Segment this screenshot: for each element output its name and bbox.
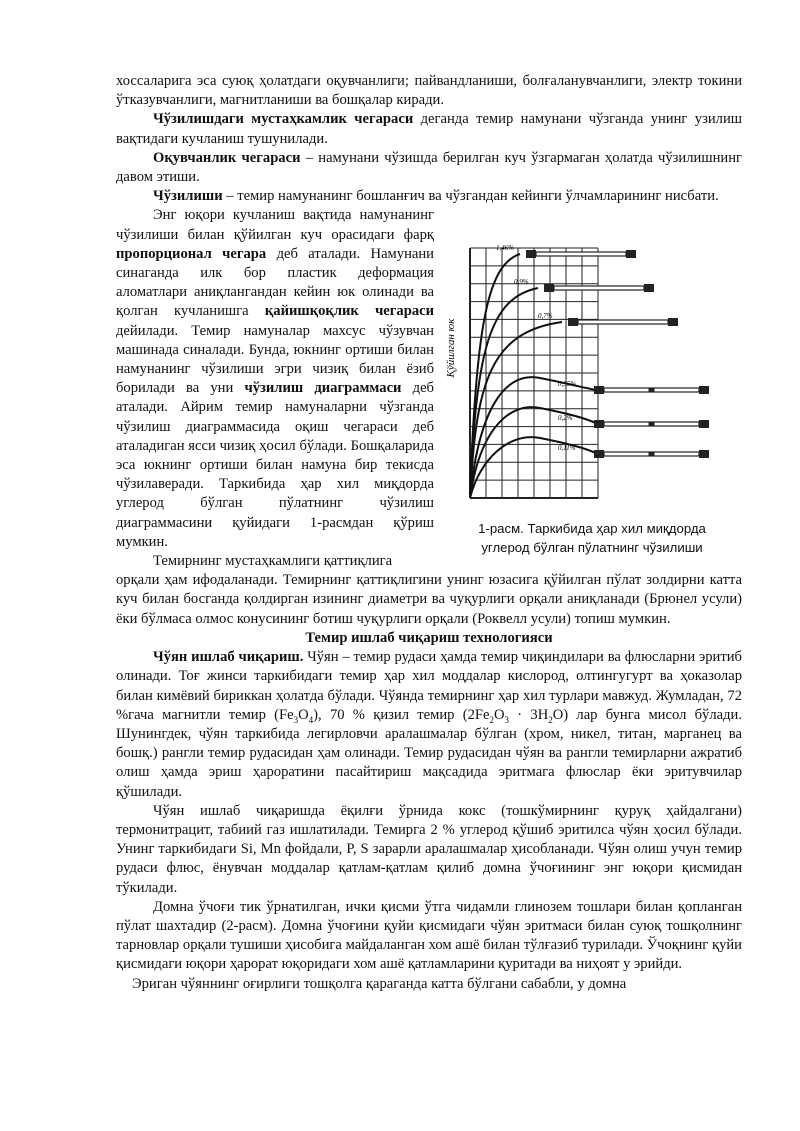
specimen-icon	[526, 250, 636, 258]
term-cast-iron-production: Чўян ишлаб чиқариш.	[153, 649, 304, 666]
paragraph-tensile-strength	[116, 110, 742, 148]
paragraph-fuel: Чўян ишлаб чиқаришда ёқилғи ўрнида кокс (тошкўмирнинг қуруқ ҳайдалгани) термонитрацит, табиий газ ишлатилади. Темирга 2 % углерод қўшиб эритилса чўян ҳосил бўлади. Унинг таркибидаги Si, Mn фойдали, P, S зарарли аралашмалар ҳисобланади. Чўян олиш учун темир рудаси флюс, ёнувчан моддалар қатлам-қатлам қилиб домна ўчоғининг энг юқори қисмидан тўкилади.	[116, 802, 742, 896]
section-heading: Темир ишлаб чиқариш технологияси	[305, 629, 553, 646]
specimen-icon	[544, 284, 654, 292]
document-page	[116, 72, 742, 994]
paragraph-cast-iron: Чўян ишлаб чиқариш. Чўян – темир рудаси ҳамда темир чиқиндилари ва флюсларни эритиб олинади. Тоғ жинси таркибидаги темир ҳар хил моддалар кислород, олтингугурт ва ҳоказолар билан кимёвий бириккан ҳолатда бўлади. Чўянда темирнинг ҳар хил турлари мавжуд. Жумладан, 72 %гача магнитли темир $(Fe_3O_4)$, 70 % қизил темир $(2Fe_2O_3 \cdot 3H_2O)$ лар бунга мисол бўлади. Шунингдек, чўян таркибида легирловчи аралашмалар бўлган (хром, никел, титан, марганец ва бошқ.) рангли темир рудасидан ҳам олинади. Темир рудасидан чўян ва рангли темирларни ажратиб олиш ҳамда эриш ҳароратини пасайтириш мақсадида эритмага флюслар ёки эритувчилар қўшилади.	[116, 649, 742, 800]
term-elastic-limit: қайишқоқлик чегараси	[264, 303, 434, 320]
specimen-icon	[594, 450, 709, 458]
percent-label: 0,9%	[514, 278, 529, 287]
paragraph-hardness: орқали ҳам ифодаланади. Темирнинг қаттиқлигини унинг юзасига қўйилган пўлат золдирни катта куч билан босганда қолдирган изининг диаметри ва чуқурлиги орқали аниқланади (Брюнел усули) ёки бўлмаса олмос конусининг ботиш чуқурлиги орқали (Роквелл усули) топиш мумкин.	[116, 572, 742, 627]
left-column-text	[116, 206, 434, 571]
specimen-icon	[594, 386, 709, 394]
paragraph-elongation	[116, 187, 742, 206]
caption-line-1: 1-расм. Таркибида ҳар хил миқдорда	[478, 520, 706, 536]
percent-label: 0,35%	[558, 380, 577, 389]
percent-label: 1,46%	[496, 244, 515, 253]
term-proportional-limit: пропорционал чегара	[116, 245, 267, 262]
paragraph-yield-limit	[116, 149, 742, 187]
paragraph-blast-furnace: Домна ўчоғи тик ўрнатилган, ички қисми ўтга чидамли глинозем тошлари билан қопланган пўлат шахтадир (2-расм). Домна ўчоғини қуйи қисмидаги чўян эритмаси билан суюқ тошқолнинг тарновлар орқали тушиши ҳисобига майдаланган хом ашё билан тўлғазиб турилади. Ўчоқнинг қуйи қисмидаги юқори ҳарорат юқоридаги хом ашё қатламларини қуритади ва ниҳоят у эрийди.	[116, 898, 742, 973]
percent-label: 0,2%	[558, 414, 573, 423]
term-yield-limit: Оқувчанлик чегараси	[153, 149, 301, 166]
definition-text: – темир намунанинг бошланғич ва чўзгандан кейинги ўлчамларининг нисбати.	[222, 188, 719, 205]
figure-caption	[442, 519, 742, 557]
paragraph-molten-iron: Эриган чўяннинг оғирлиги тошқолга қараганда катта бўлгани сабабли, у домна	[132, 975, 627, 992]
specimen-icon	[594, 420, 709, 428]
stress-strain-diagram	[442, 236, 742, 506]
caption-line-2: углерод бўлган пўлатнинг чўзилиши	[481, 539, 703, 555]
percent-label: 0,11%	[558, 444, 576, 453]
paragraph-diagram-description: Энг юқори кучланиш вақтида намунанинг чўзилиши билан қўйилган куч орасидаги фарқ пропорционал чегара деб аталади. Намунани синаганда илк бор пластик деформация аломатлари аниқлангандан кейин юк олинади ва қолган кучланишга қайишқоқлик чегараси дейилади. Темир намуналар махсус чўзувчан машинада синалади. Бунда, юкнинг ортиши билан намунанинг чўзилиши эгри чизиқ билан ёзиб борилади ва уни чўзилиш диаграммаси деб аталади. Айрим темир намуналарни чўзганда чўзилиш диаграммасида оқиш чегараси деб аталадиган ясси чизиқ ҳосил бўлади. Бошқаларида эса юкнинг ортиши билан намуна бир текисда чўзилаверади. Таркибида ҳар хил миқдорда углерод бўлган пўлатнинг чўзилиш диаграммасини қуйидаги 1-расмдан қўриш мумкин.	[116, 207, 434, 550]
definition-text: деганда темир намунани чўзганда унинг узилиш вақтидаги кучланиш тушунилади.	[116, 111, 742, 147]
term-elongation: Чўзилиши	[153, 188, 223, 205]
y-axis-label: Қўйилган юк	[445, 318, 457, 378]
paragraph-hardness-start: Темирнинг мустаҳкамлиги қаттиқлига	[153, 553, 393, 570]
percent-label: 0,7%	[538, 312, 553, 321]
term-tension-diagram: чўзилиш диаграммаси	[244, 380, 402, 397]
definition-text: – намунани чўзишда берилган куч ўзгармаган ҳолатда чўзилишнинг давом этиши.	[116, 149, 742, 186]
paragraph-properties: хоссаларига эса суюқ ҳолатдаги оқувчанлиги; пайвандланиши, болғаланувчанлиги, электр токини ўтказувчанлиги, магнитланиши ва бошқалар киради.	[116, 73, 742, 109]
figure-stress-strain	[442, 236, 742, 556]
term-tensile-strength: Чўзилишдаги мустаҳкамлик чегараси	[153, 111, 414, 128]
